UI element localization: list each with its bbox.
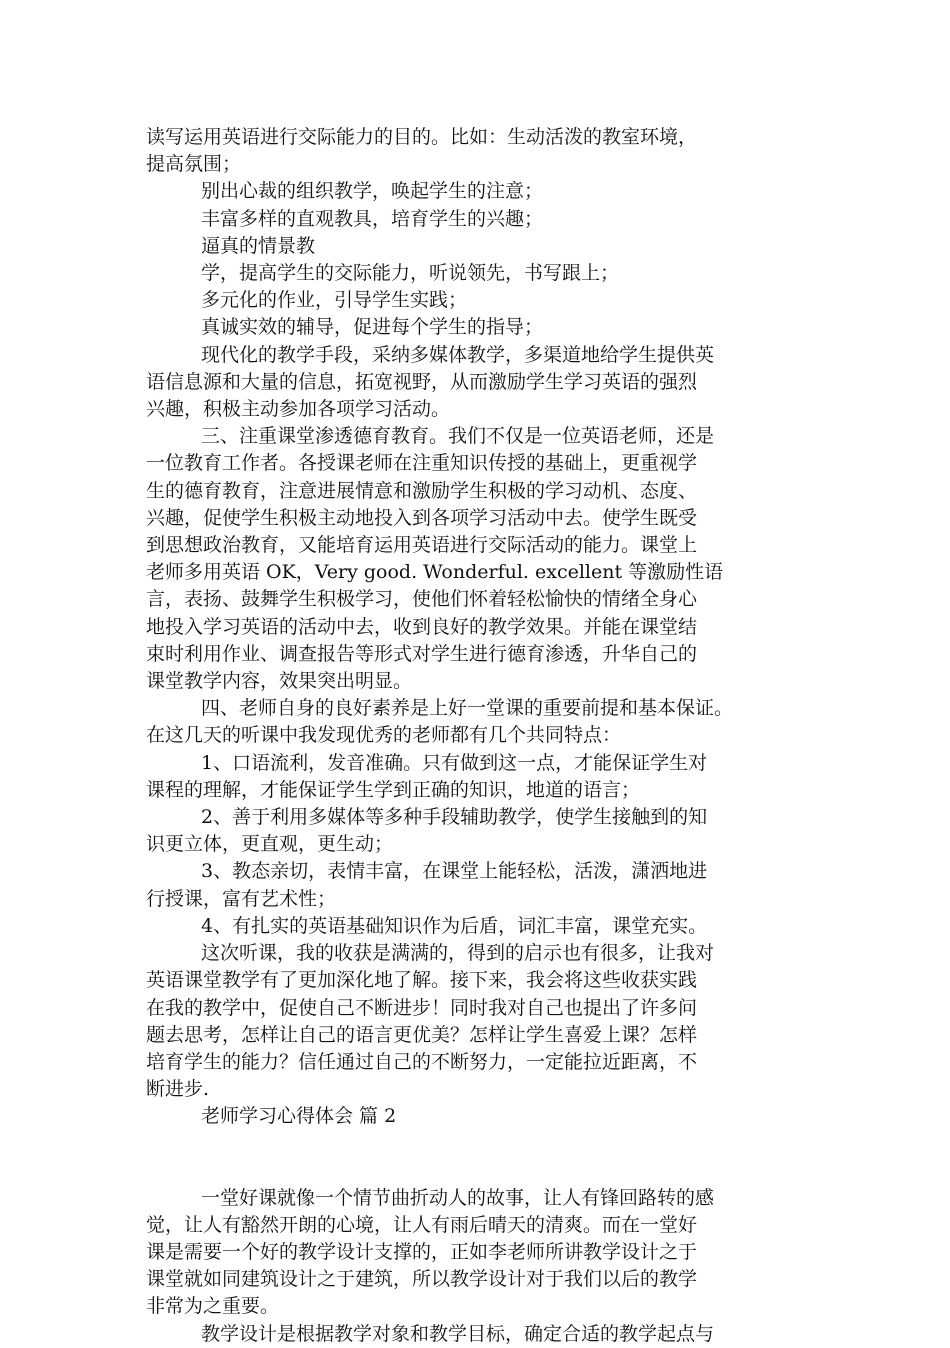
blank-line <box>146 1131 806 1185</box>
section-heading: 老师学习心得体会 篇 2 <box>201 1105 397 1128</box>
document-body <box>146 124 806 1348</box>
text-line: 别出心裁的组织教学，唤起学生的注意； <box>201 180 544 203</box>
text-line: 真诚实效的辅导，促进每个学生的指导； <box>201 316 544 339</box>
text-line: 课是需要一个好的教学设计支撑的，正如李老师所讲教学设计之于 <box>146 1240 698 1263</box>
text-line: 生的德育教育，注意进展情意和激励学生积极的学习动机、态度、 <box>146 479 698 502</box>
text-line: 言，表扬、鼓舞学生积极学习，使他们怀着轻松愉快的情绪全身心 <box>146 588 698 611</box>
text-line: 4、有扎实的英语基础知识作为后盾，词汇丰富，课堂充实。 <box>201 914 708 937</box>
text-line: 教学设计是根据教学对象和教学目标，确定合适的教学起点与 <box>201 1322 715 1345</box>
text-line: 四、老师自身的良好素养是上好一堂课的重要前提和基本保证。 <box>201 697 734 720</box>
text-line: 束时利用作业、调查报告等形式对学生进行德育渗透，升华自己的 <box>146 642 698 665</box>
text-line: 逼真的情景教 <box>201 234 316 257</box>
text-line: 语信息源和大量的信息，拓宽视野，从而激励学生学习英语的强烈 <box>146 370 698 393</box>
text-line: 题去思考，怎样让自己的语言更优美？怎样让学生喜爱上课？怎样 <box>146 1023 698 1046</box>
text-line: 断进步. <box>146 1078 210 1101</box>
text-line: 老师多用英语 OK，Very good. Wonderful. excellent 等激励性语 <box>146 561 724 584</box>
text-line: 觉，让人有豁然开朗的心境，让人有雨后晴天的清爽。而在一堂好 <box>146 1213 698 1236</box>
text-line: 课程的理解，才能保证学生学到正确的知识，地道的语言； <box>146 778 641 801</box>
text-line: 在我的教学中，促使自己不断进步！同时我对自己也提出了许多问 <box>146 996 698 1019</box>
text-line: 识更立体，更直观，更生动； <box>146 833 394 856</box>
text-line: 非常为之重要。 <box>146 1295 280 1318</box>
text-line: 地投入学习英语的活动中去，收到良好的教学效果。并能在课堂结 <box>146 615 698 638</box>
text-line: 现代化的教学手段，采纳多媒体教学，多渠道地给学生提供英 <box>201 343 715 366</box>
text-line: 这次听课，我的收获是满满的，得到的启示也有很多，让我对 <box>201 942 715 965</box>
text-line: 兴趣，积极主动参加各项学习活动。 <box>146 398 451 421</box>
text-line: 1、口语流利，发音准确。只有做到这一点，才能保证学生对 <box>201 751 708 774</box>
text-line: 读写运用英语进行交际能力的目的。比如：生动活泼的教室环境， <box>146 126 698 148</box>
text-line: 兴趣，促使学生积极主动地投入到各项学习活动中去。使学生既受 <box>146 506 698 529</box>
text-line: 行授课，富有艺术性； <box>146 887 337 910</box>
text-line: 英语课堂教学有了更加深化地了解。接下来，我会将这些收获实践 <box>146 969 698 992</box>
text-line: 一位教育工作者。各授课老师在注重知识传授的基础上，更重视学 <box>146 452 698 475</box>
text-line: 培育学生的能力？信任通过自己的不断努力，一定能拉近距离，不 <box>146 1050 698 1073</box>
text-line: 在这几天的听课中我发现优秀的老师都有几个共同特点： <box>146 724 622 747</box>
text-line: 丰富多样的直观教具，培育学生的兴趣； <box>201 207 544 230</box>
text-line: 一堂好课就像一个情节曲折动人的故事，让人有锋回路转的感 <box>201 1186 715 1209</box>
text-line: 三、注重课堂渗透德育教育。我们不仅是一位英语老师，还是 <box>201 425 715 448</box>
text-line: 到思想政治教育，又能培育运用英语进行交际活动的能力。课堂上 <box>146 534 698 557</box>
text-line: 3、教态亲切，表情丰富，在课堂上能轻松，活泼，潇洒地进 <box>201 860 708 883</box>
text-line: 提高氛围； <box>146 153 242 176</box>
text-line: 学，提高学生的交际能力，听说领先，书写跟上； <box>201 262 620 285</box>
text-line: 课堂教学内容，效果突出明显。 <box>146 670 413 693</box>
text-line: 2、善于利用多媒体等多种手段辅助教学，使学生接触到的知 <box>201 806 708 829</box>
text-line: 课堂就如同建筑设计之于建筑，所以教学设计对于我们以后的教学 <box>146 1268 698 1291</box>
text-line: 多元化的作业，引导学生实践； <box>201 289 468 312</box>
